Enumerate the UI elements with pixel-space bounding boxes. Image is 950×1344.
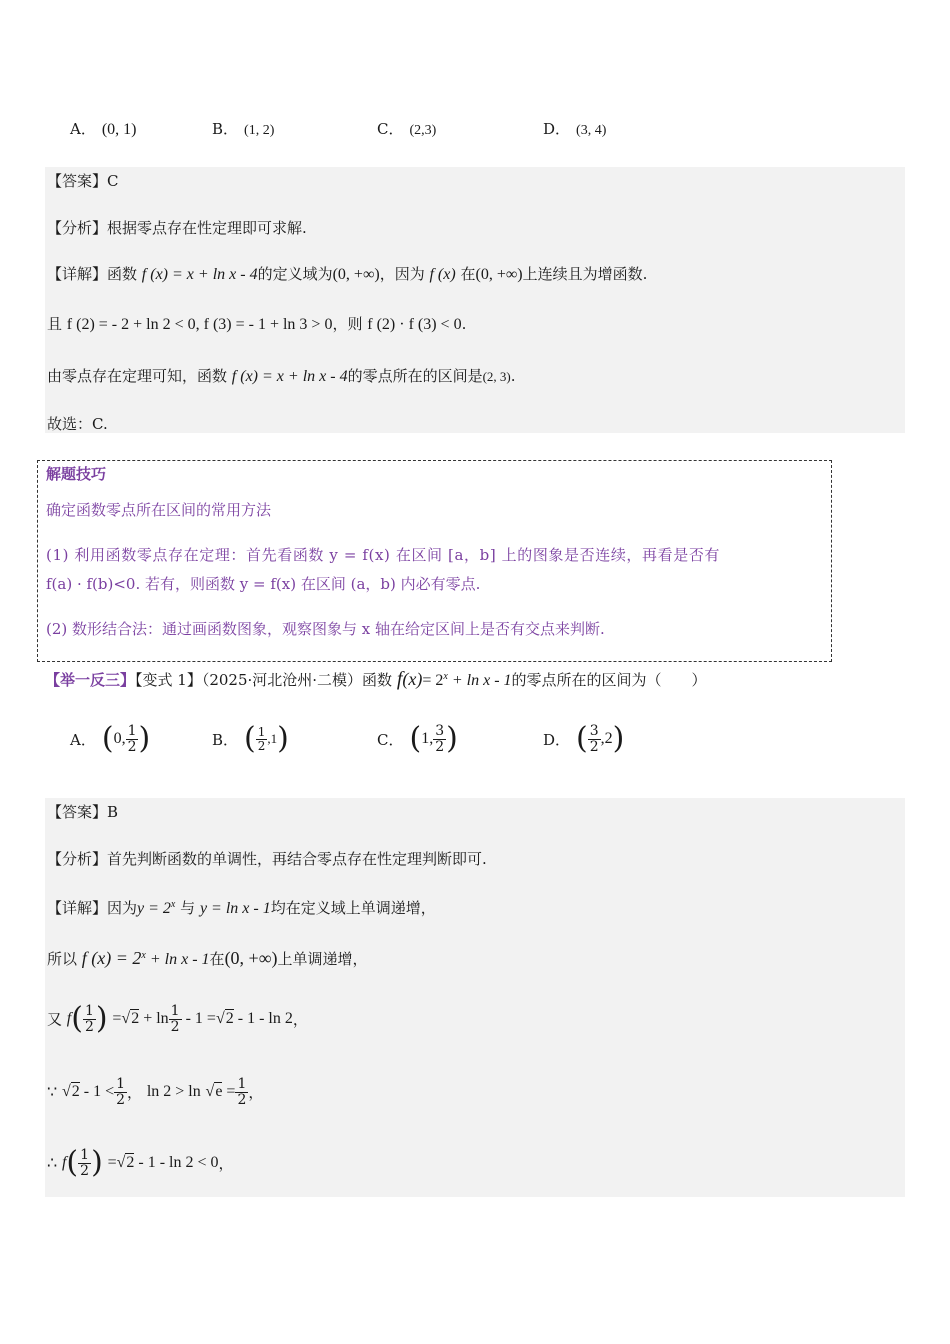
conclusion-line: 故选：C. (47, 415, 108, 433)
math-text: = (222, 1083, 236, 1101)
denominator: 2 (237, 1091, 247, 1108)
variant-source: （2025·河北沧州·二模）函数 (201, 671, 393, 689)
sqrt-icon: √ (205, 1083, 215, 1101)
domain-interval: (0, +∞) (475, 266, 523, 283)
detail-line-1 (47, 897, 436, 918)
q2-option-a (70, 721, 151, 757)
fraction (235, 1077, 248, 1107)
detail-text: 与 (180, 899, 196, 917)
denominator: 2 (84, 1018, 94, 1035)
fraction (588, 724, 601, 754)
fraction (126, 724, 139, 754)
function-name: f (61, 1154, 67, 1172)
denominator: 2 (80, 1162, 90, 1179)
function-expression: y = ln x - 1 (199, 900, 271, 917)
right-paren-icon: ) (95, 1001, 108, 1037)
function-expression: f (x) = x + ln x - 4 (231, 368, 348, 385)
tips-item-1-line-2: f(a) · f(b)<0. 若有，则函数 y = f(x) 在区间 (a，b) 内必有零点. (46, 575, 481, 593)
detail-text: 在 (209, 950, 225, 968)
equals-sign: = (112, 1010, 122, 1028)
function-name: f (396, 668, 403, 690)
variant-question (45, 668, 707, 691)
detail-text: 所以 (47, 950, 78, 968)
detail-text: ， (292, 1010, 308, 1029)
math-text: - 1 < (79, 1083, 115, 1101)
left-paren-icon: ( (409, 721, 422, 757)
right-paren-icon: ) (277, 721, 289, 756)
detail-text: ， (127, 1083, 143, 1102)
detail-text: ，因为 (379, 265, 425, 283)
tips-subtitle: 确定函数零点所在区间的常用方法 (46, 501, 272, 519)
math-text: - 1 = (181, 1010, 216, 1028)
option-label: C． (377, 730, 404, 749)
detail-line-4 (47, 1077, 263, 1107)
function-expression: y = 2 (137, 900, 171, 917)
option-value: ,1 (267, 731, 278, 746)
option-label: D． (543, 730, 571, 749)
domain-interval: (0, +∞) (332, 266, 380, 283)
option-label: B． (212, 730, 239, 749)
sqrt-icon: √ (215, 1010, 225, 1028)
function-expression: + ln x - 1 (145, 951, 210, 968)
sqrt-icon: √ (116, 1154, 126, 1172)
q2-option-d (543, 721, 625, 757)
left-paren-icon: ( (66, 1145, 79, 1181)
function-expression: f (x) = 2 (81, 948, 142, 968)
radicand: e (215, 1083, 223, 1101)
detail-line-3 (47, 1001, 308, 1037)
exponent: x (141, 950, 146, 961)
numerator: 3 (435, 723, 445, 739)
numerator: 3 (589, 723, 599, 739)
denominator: 2 (257, 738, 266, 753)
detail-line-1 (47, 263, 647, 284)
function-expression: = 2 (422, 672, 444, 689)
exponent: x (443, 671, 448, 682)
detail-text: 的定义域为 (257, 265, 333, 283)
detail-text: 又 (47, 1010, 63, 1029)
equals-sign: = (107, 1154, 117, 1172)
left-paren-icon: ( (71, 1001, 83, 1037)
detail-text: 上单调递增， (277, 950, 368, 968)
option-label: C． (377, 120, 404, 138)
q1-option-d (543, 118, 606, 139)
q2-option-b (212, 721, 289, 756)
fraction (78, 1148, 91, 1178)
numerator: 1 (237, 1076, 247, 1092)
detail-prefix: 【详解】函数 (47, 265, 138, 283)
detail-text: 的零点所在的区间是 (347, 367, 483, 385)
tips-title: 解题技巧 (46, 465, 107, 483)
fraction (433, 724, 446, 754)
left-paren-icon: ( (101, 721, 114, 757)
variant-suffix: 的零点所在的区间为（ ） (511, 671, 707, 689)
answer-line: 【答案】C (47, 172, 119, 190)
numerator: 1 (257, 724, 266, 739)
detail-prefix: 【详解】因为 (47, 899, 138, 917)
detail-text: 由零点存在定理可知，函数 (47, 367, 228, 385)
denominator: 2 (127, 738, 137, 755)
analysis-line: 【分析】首先判断函数的单调性，再结合零点存在性定理判断即可. (47, 850, 487, 868)
detail-text: 且 (47, 315, 63, 333)
left-paren-icon: ( (576, 721, 588, 757)
because-icon: ∵ (47, 1084, 58, 1102)
q1-option-c (377, 118, 436, 139)
function-expression: + ln x - 1 (447, 672, 512, 689)
detail-text: ， (248, 1083, 264, 1102)
numerator: 1 (84, 1003, 94, 1019)
denominator: 2 (435, 738, 445, 755)
variant-label: 【变式 1】 (135, 671, 202, 689)
detail-text: 在 (460, 265, 476, 283)
detail-line-2 (47, 948, 368, 969)
fraction (83, 1004, 96, 1034)
right-paren-icon: ) (446, 721, 458, 757)
domain-interval: (0, +∞) (224, 948, 278, 968)
numerator: 1 (80, 1147, 90, 1163)
radicand: 2 (126, 1154, 135, 1172)
numerator: 1 (127, 723, 137, 739)
q1-option-b (212, 118, 274, 139)
option-value: ,2 (600, 730, 613, 748)
tips-item-1-line-1: (1) 利用函数零点存在定理：首先看函数 y = f(x) 在区间 [a，b] 上的图象是否连续，再看是否有 (46, 546, 721, 564)
denominator: 2 (589, 738, 599, 755)
detail-line-3 (47, 365, 516, 386)
sqrt-icon: √ (61, 1083, 71, 1101)
detail-text: ， (218, 1154, 234, 1173)
right-paren-icon: ) (138, 721, 151, 757)
detail-text: ，则 (332, 315, 363, 333)
option-value: 0, (113, 730, 126, 748)
math-expression: f (2) · f (3) < 0 (367, 316, 462, 333)
detail-line-2 (47, 313, 466, 334)
math-text: + ln (139, 1010, 169, 1028)
denominator: 2 (170, 1018, 180, 1035)
option-value: (0, 1) (101, 121, 137, 138)
therefore-icon: ∴ (47, 1155, 58, 1173)
detail-line-5 (47, 1145, 234, 1181)
numerator: 1 (170, 1003, 180, 1019)
answer-line: 【答案】B (47, 803, 119, 821)
math-text: - 1 - ln 2 (233, 1010, 293, 1028)
radicand: 2 (71, 1083, 80, 1101)
function-expression: f (x) = x + ln x - 4 (141, 266, 258, 283)
function-name: f (x) (429, 266, 456, 283)
numerator: 1 (116, 1076, 126, 1092)
variant-tag: 【举一反三】 (45, 671, 136, 689)
detail-text: . (461, 315, 467, 333)
exponent: x (170, 899, 176, 910)
right-paren-icon: ) (91, 1145, 103, 1181)
function-name: f (66, 1010, 72, 1028)
math-expression: f (2) = - 2 + ln 2 < 0, f (3) = - 1 + ln 3 > 0 (66, 316, 333, 333)
denominator: 2 (116, 1091, 126, 1108)
detail-text: 上连续且为增函数. (522, 265, 648, 283)
right-paren-icon: ) (612, 721, 625, 757)
analysis-line: 【分析】根据零点存在性定理即可求解. (47, 219, 307, 237)
option-value: (2,3) (409, 123, 437, 138)
tips-item-2: (2) 数形结合法：通过画函数图象，观察图象与 x 轴在给定区间上是否有交点来判断. (46, 620, 605, 638)
interval: (2, 3) (482, 369, 511, 384)
tips-box (37, 460, 832, 662)
math-text: - 1 - ln 2 < 0 (134, 1154, 219, 1172)
option-value: (3, 4) (576, 123, 607, 138)
q1-option-a (70, 118, 137, 139)
radicand: 2 (225, 1010, 234, 1028)
solution-1-box (45, 167, 905, 433)
option-value: 1, (421, 730, 434, 748)
function-arg: (x) (402, 669, 423, 689)
detail-text: . (510, 367, 516, 385)
option-label: A． (70, 730, 96, 749)
math-text: ln 2 > ln (146, 1083, 201, 1101)
solution-2-box (45, 798, 905, 1197)
sqrt-icon: √ (121, 1010, 131, 1028)
left-paren-icon: ( (244, 721, 256, 756)
fraction (114, 1077, 127, 1107)
radicand: 2 (131, 1010, 140, 1028)
detail-text: 均在定义域上单调递增， (270, 899, 436, 917)
option-value: (1, 2) (244, 123, 275, 138)
fraction (169, 1004, 182, 1034)
q2-option-c (377, 721, 458, 757)
option-label: A． (70, 120, 96, 138)
fraction (256, 726, 268, 752)
option-label: D． (543, 120, 571, 138)
option-label: B． (212, 120, 239, 138)
